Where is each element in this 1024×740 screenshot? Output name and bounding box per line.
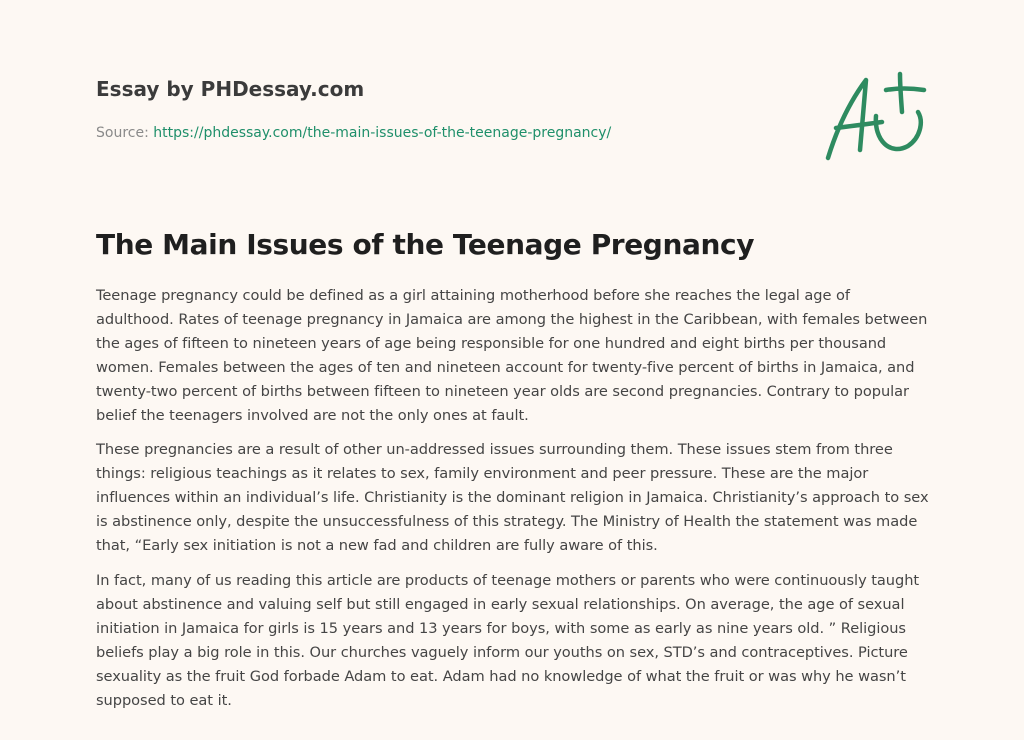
brand-name: Essay by PHDessay.com [96,77,365,101]
essay-paragraph: In fact, many of us reading this article are products of teenage mothers or parents who were continuously taught about abstinence and valuing self but still engaged in early sexual relationships. On average, the age of sexual initiation in Jamaica for girls is 15 years and 13 years for boys, with some as early as nine years old. ” Religious beliefs play a big role in this. Our churches vaguely inform our youths on sex, STD’s and contraceptives. Picture sexuality as the fruit God forbade Adam to eat. Adam had no knowledge of what the fruit or was why he wasn’t supposed to eat it. [96,571,920,709]
source-line [96,123,796,143]
essay-paragraph: Teenage pregnancy could be defined as a girl attaining motherhood before she reaches the legal age of adulthood. Rates of teenage pregnancy in Jamaica are among the highest in the Caribbean, with females between the ages of fifteen to nineteen years of age being responsible for one hundred and eight births per thousand women. Females between the ages of ten and nineteen account for twenty-five percent of births in Jamaica, and twenty-two percent of births between fifteen to nineteen year olds are second pregnancies. Contrary to popular belief the teenagers involved are not the only ones at fault. [96,287,928,424]
source-label: Source: [96,125,154,141]
source-link[interactable]: https://phdessay.com/the-main-issues-of-the-teenage-pregnancy/ [153,125,612,141]
essay-body [96,284,932,723]
essay-title: The Main Issues of the Teenage Pregnancy [96,228,755,261]
a-plus-grade-icon [820,66,932,166]
essay-header [96,74,796,143]
essay-paragraph: These pregnancies are a result of other un-addressed issues surrounding them. These issues stem from three things: religious teachings as it relates to sex, family environment and peer pressure. These are the major influences within an individual’s life. Christianity is the dominant religion in Jamaica. Christianity’s approach to sex is abstinence only, despite the unsuccessfulness of this strategy. The Ministry of Health the statement was made that, “Early sex initiation is not a new fad and children are fully aware of this. [96,441,929,555]
